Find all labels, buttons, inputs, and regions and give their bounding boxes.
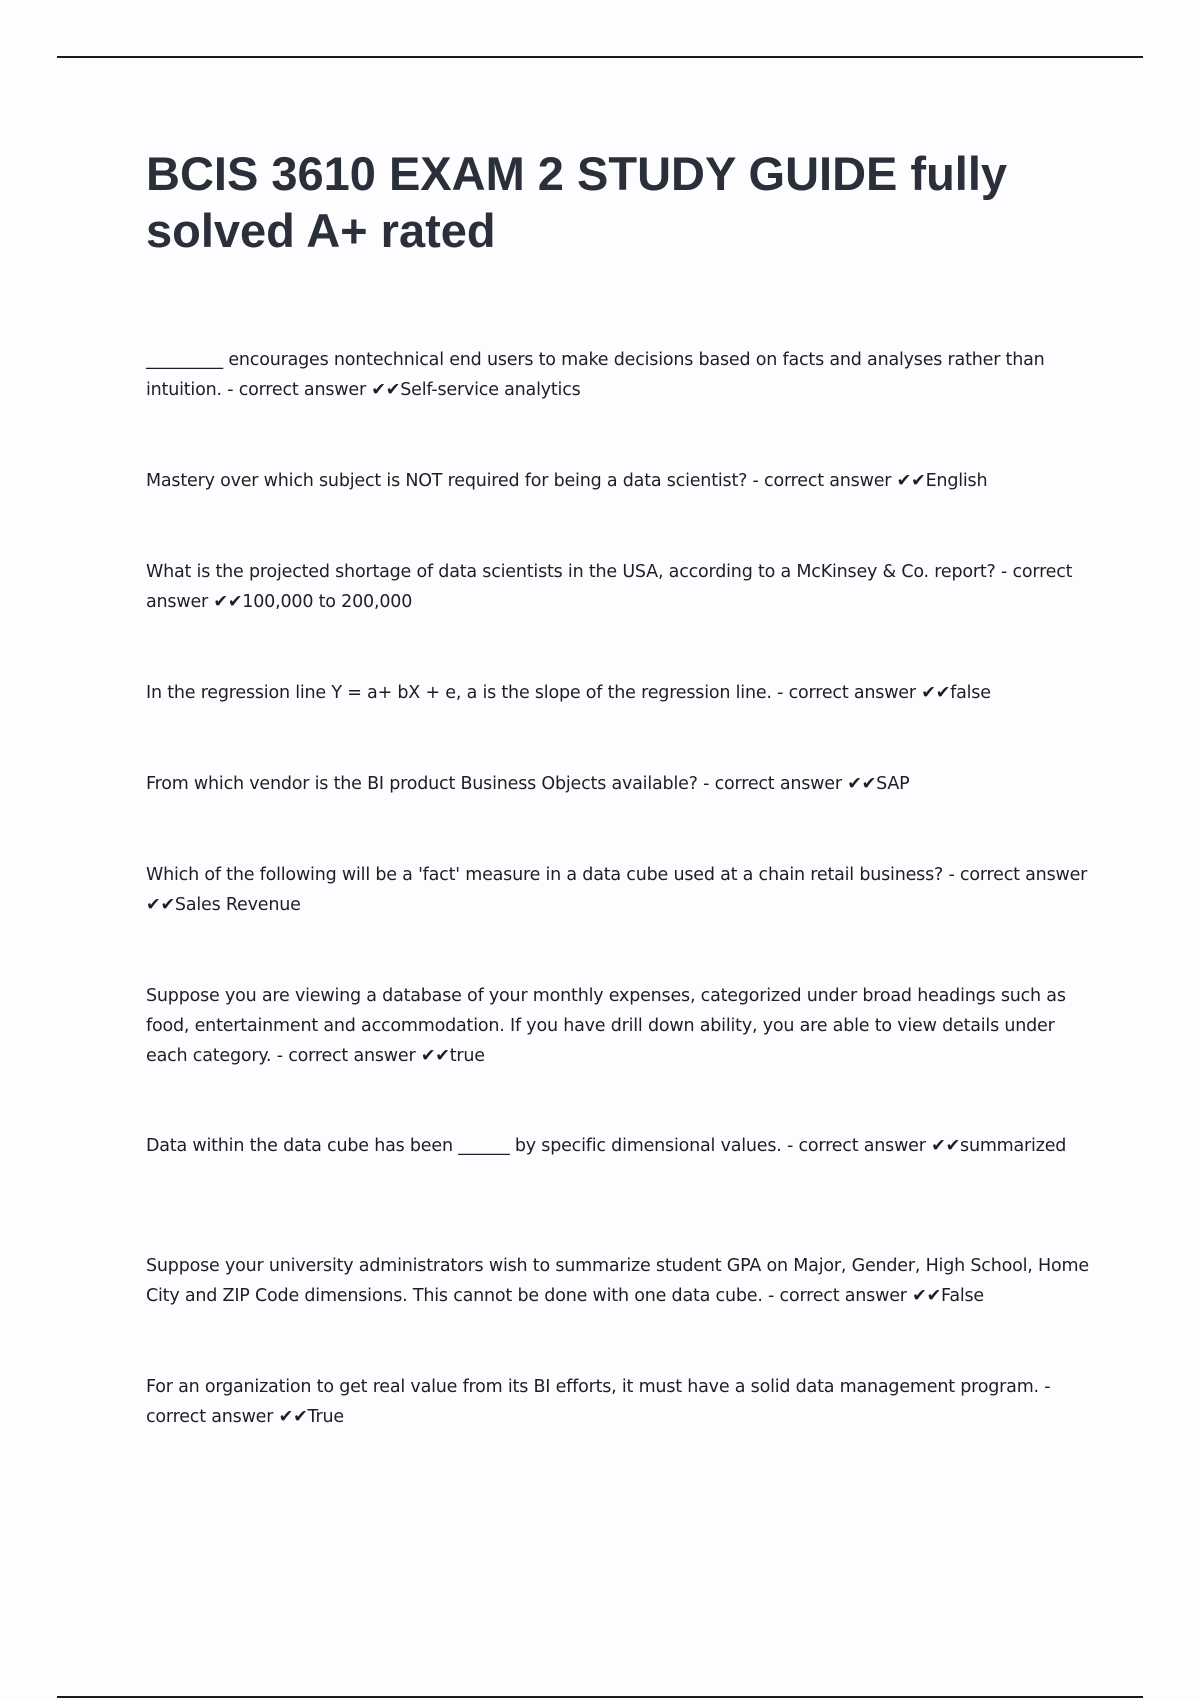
qa-item-10: For an organization to get real value from its BI efforts, it must have a solid data management program. - correct answer ✔✔True xyxy=(146,1377,1051,1427)
qa-item-5: From which vendor is the BI product Business Objects available? - correct answer ✔✔SAP xyxy=(146,774,910,794)
qa-item-7: Suppose you are viewing a database of your monthly expenses, categorized under broad headings such as food, entertainment and accommodation. If you have drill down ability, you are able to view details under each category. - correct answer ✔✔true xyxy=(146,986,1066,1066)
top-divider xyxy=(57,56,1143,58)
qa-item-6: Which of the following will be a 'fact' measure in a data cube used at a chain retail business? - correct answer ✔✔Sales Revenue xyxy=(146,865,1088,915)
qa-item-9: Suppose your university administrators wish to summarize student GPA on Major, Gender, High School, Home City and ZIP Code dimensions. This cannot be done with one data cube. - correct answer ✔✔False xyxy=(146,1256,1089,1306)
qa-item-2: Mastery over which subject is NOT required for being a data scientist? - correct answer ✔✔English xyxy=(146,471,988,491)
bottom-divider xyxy=(57,1696,1143,1698)
document-title: BCIS 3610 EXAM 2 STUDY GUIDE fully solved A+ rated xyxy=(146,147,1008,257)
qa-item-3: What is the projected shortage of data scientists in the USA, according to a McKinsey & Co. report? - correct answer ✔✔100,000 to 200,000 xyxy=(146,562,1073,612)
qa-item-8: Data within the data cube has been ______ by specific dimensional values. - correct answer ✔✔summarized xyxy=(146,1136,1067,1156)
qa-item-4: In the regression line Y = a+ bX + e, a is the slope of the regression line. - correct answer ✔✔false xyxy=(146,683,991,703)
qa-item-1: _________ encourages nontechnical end users to make decisions based on facts and analyses rather than intuition. - correct answer ✔✔Self-service analytics xyxy=(146,350,1045,400)
